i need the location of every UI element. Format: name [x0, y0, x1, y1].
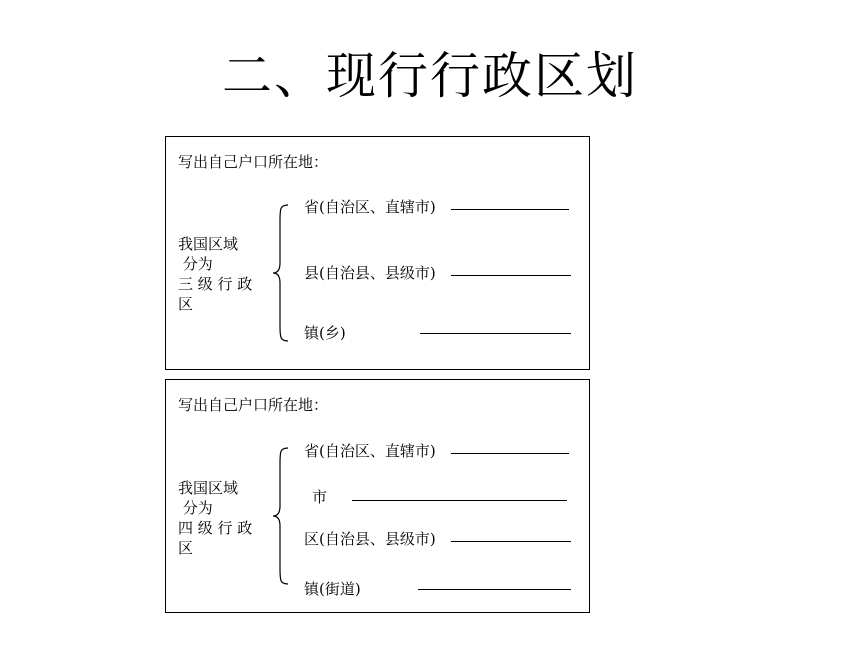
town-blank-line[interactable]: [418, 589, 571, 590]
district-label: 区(自治县、县级市): [304, 530, 436, 548]
city-blank-line[interactable]: [352, 500, 567, 501]
county-label: 县(自治县、县级市): [304, 264, 436, 282]
province-blank-line[interactable]: [451, 209, 569, 210]
page-title: 二、现行行政区划: [222, 47, 638, 105]
prompt-text: 写出自己户口所在地：: [178, 153, 329, 171]
city-label: 市: [312, 488, 328, 506]
division-label-line: 四 级 行 政: [178, 519, 253, 537]
division-label-line: 区: [178, 539, 194, 557]
county-blank-line[interactable]: [451, 275, 571, 276]
prompt-text: 写出自己户口所在地：: [178, 396, 329, 414]
division-label-line: 我国区域: [178, 479, 239, 497]
division-label-line: 分为: [178, 499, 213, 517]
division-label: [178, 234, 252, 314]
province-label: 省(自治区、直辖市): [304, 198, 436, 216]
division-label: [178, 478, 252, 558]
town-blank-line[interactable]: [420, 333, 571, 334]
division-label-line: 分为: [178, 255, 213, 273]
curly-brace-icon: [270, 446, 290, 586]
province-label: 省(自治区、直辖市): [304, 442, 436, 460]
town-label: 镇(街道): [304, 580, 361, 598]
division-label-line: 区: [178, 295, 194, 313]
division-label-line: 三 级 行 政: [178, 275, 253, 293]
division-label-line: 我国区域: [178, 235, 239, 253]
curly-brace-icon: [270, 203, 290, 343]
three-level-box: [165, 136, 590, 370]
town-label: 镇(乡): [304, 324, 346, 342]
district-blank-line[interactable]: [451, 541, 571, 542]
province-blank-line[interactable]: [451, 453, 569, 454]
four-level-box: [165, 379, 590, 613]
